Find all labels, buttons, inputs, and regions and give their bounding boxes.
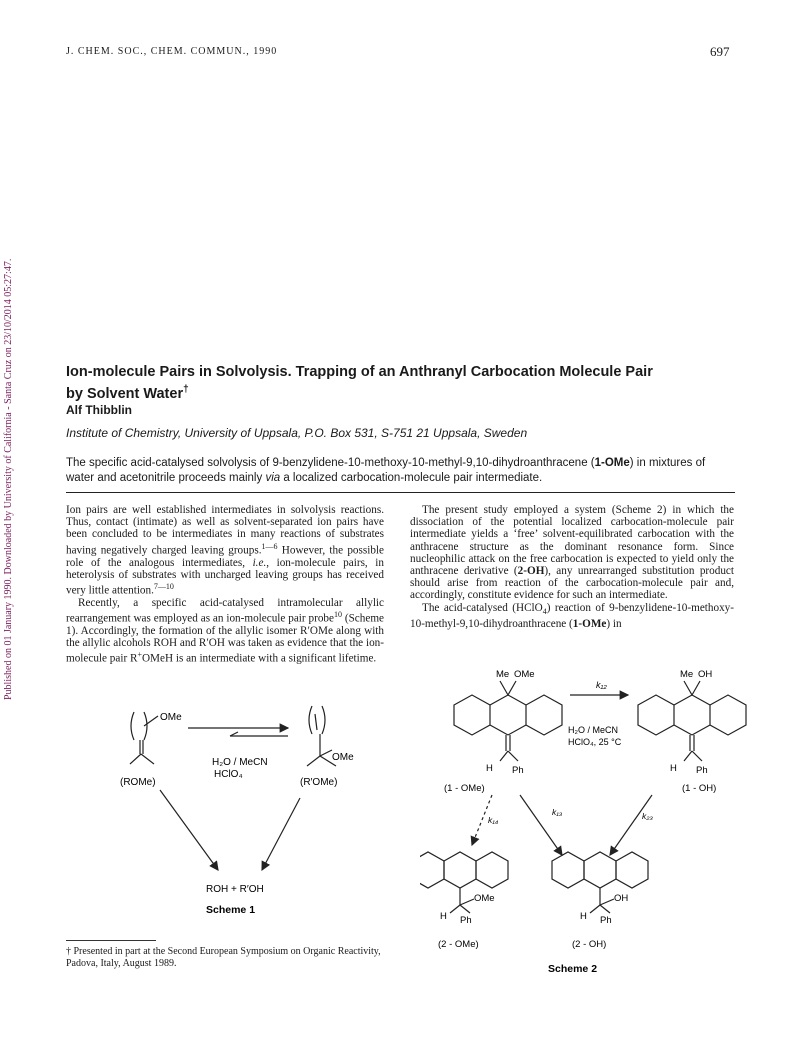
paragraph	[410, 602, 734, 631]
reference: 7—10	[153, 581, 174, 591]
scheme2-ph-product-1: Ph	[460, 915, 472, 926]
compound: 2-OH	[517, 565, 545, 578]
title-line-1: Ion-molecule Pairs in Solvolysis. Trapping of an Anthranyl Carbocation Molecule Pair	[66, 364, 653, 380]
scheme2-ph-left: Ph	[512, 765, 524, 776]
text: Recently, a specific acid-catalysed intramolecular allylic rearrangement was employed as an ion-molecule pair probe	[66, 596, 384, 625]
scheme1-products: ROH + R′OH	[206, 884, 264, 895]
scheme2-ome-product: OMe	[474, 893, 495, 904]
scheme2-k12: k₁₂	[596, 680, 607, 690]
title-dagger: †	[183, 384, 189, 395]
author: Alf Thibblin	[66, 403, 132, 417]
text: , ion-molecule pairs, in heterolysis of substrates with uncharged leaving groups has received very little attention.	[66, 556, 384, 597]
text: The present study employed a system (Scheme 2) in which the dissociation of the potential localized carbocation-molecule pair intermediate yields a ‘free’ solvent-equilibrated carbocation with the anthracene structure as the dominant resonance form. Since nucleophilic attack on the free carbocation is expected to yield only the anthracene derivative (	[410, 504, 734, 578]
scheme1-ome-left: OMe	[160, 712, 182, 723]
scheme2-label: Scheme 2	[548, 963, 598, 975]
scheme2-condition-2: HClO₄, 25 °C	[568, 737, 622, 747]
scheme2-label-2oh: (2 - OH)	[572, 939, 607, 950]
text: The acid-catalysed (HClO	[422, 601, 543, 614]
scheme1-r-prime-ome-label: (R′OMe)	[300, 777, 338, 788]
footnote-rule	[66, 940, 156, 941]
scheme2-k23: k₂₃	[642, 811, 653, 821]
page-number: 697	[710, 44, 730, 59]
scheme1-condition-2: HClO₄	[214, 769, 243, 780]
text: OMeH is an intermediate with a significant lifetime.	[141, 653, 377, 666]
download-notice	[3, 140, 17, 700]
title-line-2: by Solvent Water	[66, 385, 184, 402]
subscript: 4	[542, 606, 547, 616]
scheme2-ph-right: Ph	[696, 765, 708, 776]
paragraph	[66, 504, 384, 597]
scheme2-label-1ome: (1 - OMe)	[444, 783, 485, 794]
abstract-part: a localized carbocation-molecule pair intermediate.	[280, 472, 543, 484]
reference: 1—6	[261, 541, 278, 551]
scheme2-h-product-2: H	[580, 911, 587, 922]
right-column	[410, 504, 734, 630]
abstract-part: ) in mixtures of water and acetonitrile proceeds mainly	[66, 457, 706, 484]
abstract-compound: 1-OMe	[594, 457, 630, 469]
abstract-rule	[66, 492, 735, 493]
scheme2-oh-product: OH	[614, 893, 629, 904]
scheme2-h-product-1: H	[440, 911, 447, 922]
superscript: +	[137, 650, 142, 660]
scheme2-me-right: Me	[680, 669, 694, 680]
reference: 10	[333, 610, 342, 620]
text: i.e.	[252, 556, 267, 569]
abstract-via: via	[265, 472, 281, 484]
scheme-1	[100, 690, 400, 920]
scheme2-k14: k₁₄	[488, 815, 499, 825]
scheme1-ome-right: OMe	[332, 752, 354, 763]
text: (Scheme 1). Accordingly, the formation of the allylic isomer R′OMe along with the allylic alcohols ROH and R′OH was taken as evidence that the ion-molecule pair R	[66, 612, 384, 666]
scheme2-ome-top: OMe	[514, 669, 535, 680]
abstract	[66, 456, 731, 486]
paragraph	[410, 504, 734, 602]
institution: Institute of Chemistry, University of Uppsala, P.O. Box 531, S-751 21 Uppsala, Sweden	[66, 426, 528, 440]
left-column	[66, 504, 384, 665]
scheme2-label-2ome: (2 - OMe)	[438, 939, 479, 950]
scheme1-condition-1: H₂O / MeCN	[212, 757, 268, 768]
text: Ion pairs are well established intermediates in solvolysis reactions. Thus, contact (intimate) as well as solvent-separated ion pairs have been concluded to be intermediates in many reactions of substrates having negatively charged leaving groups.	[66, 504, 384, 557]
paragraph	[66, 597, 384, 665]
scheme-2	[420, 655, 750, 985]
running-header: J. CHEM. SOC., CHEM. COMMUN., 1990	[66, 46, 278, 57]
text: ) reaction of 9-benzylidene-10-methoxy-10-methyl-9,10-dihydroanthracene (	[410, 601, 735, 631]
scheme2-ph-product-2: Ph	[600, 915, 612, 926]
compound: 1-OMe	[572, 618, 607, 631]
scheme2-k13: k₁₃	[552, 807, 563, 817]
scheme2-h-right: H	[670, 763, 677, 774]
scheme1-label: Scheme 1	[206, 904, 256, 916]
download-notice-text: Published on 01 January 1990. Downloaded by University of California - Santa Cruz on 23/10/2014 05:27:47.	[3, 258, 14, 700]
scheme2-me-left: Me	[496, 669, 510, 680]
article-title	[66, 364, 736, 403]
scheme1-rome-label: (ROMe)	[120, 777, 156, 788]
scheme2-h-left: H	[486, 763, 493, 774]
text: However, the possible role of the analogous intermediates,	[66, 544, 384, 569]
scheme2-oh-top: OH	[698, 669, 713, 680]
text: ), any unrearranged substitution product should arise from reaction of the carbocation-molecule pair and, accordingly, constitute evidence for such an intermediate.	[410, 565, 735, 602]
scheme2-label-1oh: (1 - OH)	[682, 783, 717, 794]
text: ) in	[606, 618, 622, 631]
scheme2-condition-1: H₂O / MeCN	[568, 725, 618, 735]
footnote: † Presented in part at the Second European Symposium on Organic Reactivity, Padova, Italy, August 1989.	[66, 946, 381, 969]
abstract-part: The specific acid-catalysed solvolysis of 9-benzylidene-10-methoxy-10-methyl-9,10-dihydroanthracene (	[66, 457, 595, 469]
